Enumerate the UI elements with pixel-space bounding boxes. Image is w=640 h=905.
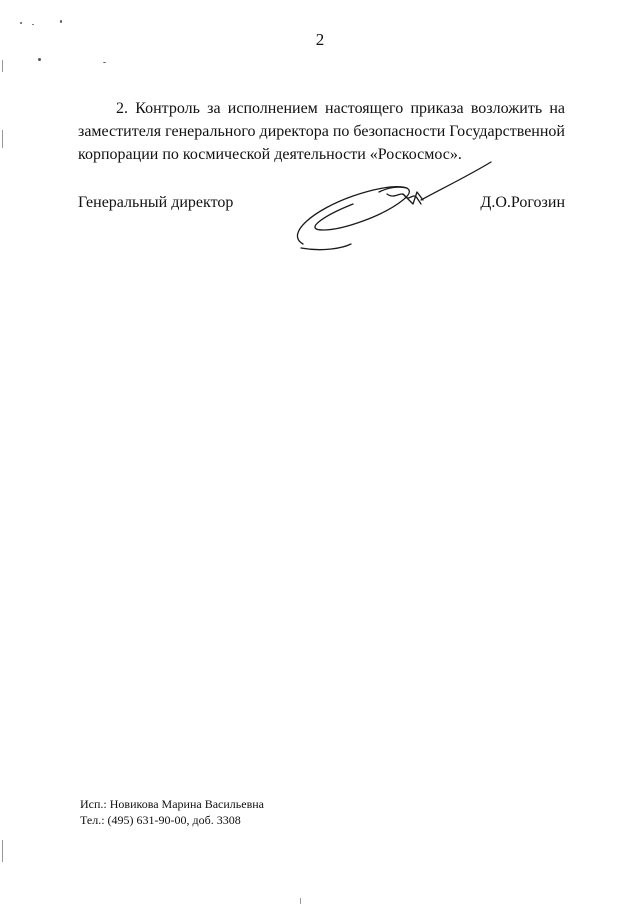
- scan-edge-mark: [2, 60, 3, 72]
- order-paragraph: 2. Контроль за исполнением настоящего приказа возложить на заместителя генерального директора по безопасности Государственной корпорации по космической деятельности «Роскосмос».: [78, 100, 565, 163]
- handwritten-signature: [283, 160, 493, 256]
- scan-speck: [103, 62, 106, 63]
- executor-phone: Тел.: (495) 631-90-00, доб. 3308: [80, 813, 241, 827]
- scan-speck: [20, 22, 22, 24]
- signer-name: Д.О.Рогозин: [480, 194, 565, 211]
- scan-speck: [38, 58, 41, 61]
- page-number: 2: [315, 30, 325, 49]
- scan-speck: [32, 24, 34, 25]
- scan-speck: [60, 20, 62, 23]
- scan-edge-mark: [2, 840, 3, 862]
- executor-contact: [80, 796, 264, 828]
- scan-edge-mark: [2, 130, 3, 148]
- scan-edge-mark: [300, 898, 301, 904]
- executor-name: Исп.: Новикова Марина Васильевна: [80, 797, 265, 811]
- signer-title: Генеральный директор: [78, 194, 234, 211]
- signature-block: [78, 194, 565, 264]
